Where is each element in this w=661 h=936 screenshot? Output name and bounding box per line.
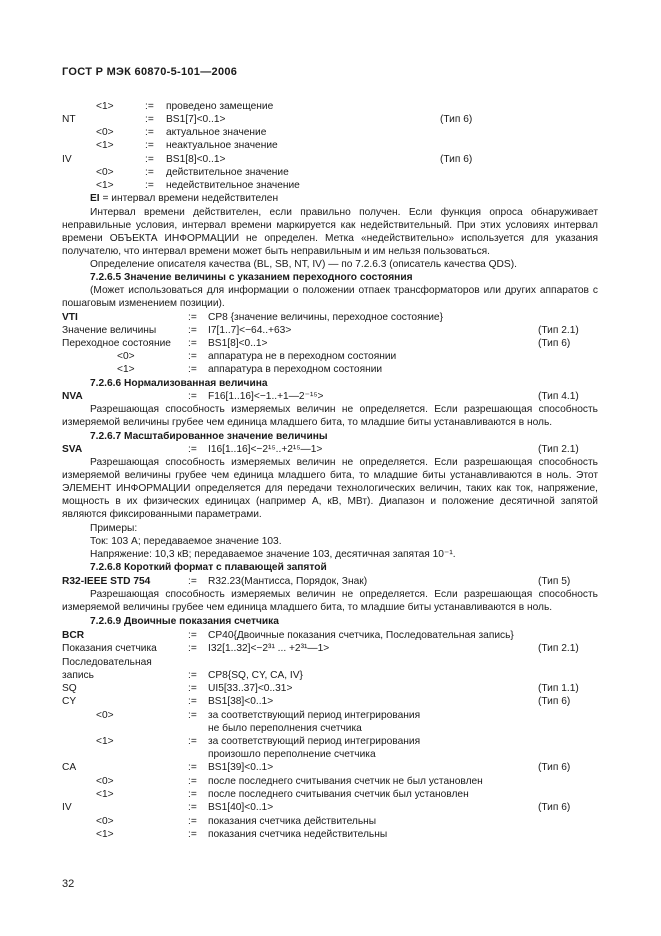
- counter-definition: [0, 642, 661, 656]
- iv-definition: [0, 153, 661, 167]
- type-label: (Тип 6): [440, 114, 473, 125]
- value-text: показания счетчика действительны: [208, 816, 377, 827]
- code: <1>: [96, 789, 114, 800]
- ca-definition: [0, 761, 661, 775]
- element-name: VTI: [62, 312, 78, 323]
- element-name: SVA: [62, 444, 83, 455]
- assign: :=: [188, 670, 197, 681]
- type-label: (Тип 2.1): [538, 444, 579, 455]
- section-7268-title: [0, 561, 661, 575]
- nt-definition: [0, 113, 661, 127]
- sva-definition: [0, 443, 661, 457]
- assign: :=: [145, 101, 154, 112]
- assign: :=: [145, 167, 154, 178]
- paragraph-text: Разрешающая способность измеряемых величин не определяется. Если разрешающая способность измеряемой величины грубее чем единица младшего бита, то младшие биты устанавливаются в ноль.: [62, 589, 598, 614]
- assign: :=: [188, 829, 197, 840]
- section-title: 7.2.6.9 Двоичные показания счетчика: [90, 616, 279, 627]
- sq-definition: [0, 682, 661, 696]
- element-name: Показания счетчика: [62, 643, 157, 654]
- assign: :=: [188, 776, 197, 787]
- nt-row-3: [0, 139, 661, 153]
- element-name: SQ: [62, 683, 77, 694]
- cy-row-1b: [0, 748, 661, 762]
- element-def: BS1[7]<0..1>: [166, 114, 226, 125]
- ei-line: [0, 192, 661, 206]
- examples-heading: Примеры:: [90, 523, 138, 534]
- iv2-row-1: [0, 828, 661, 842]
- code: <1>: [117, 364, 135, 375]
- element-name: запись: [62, 670, 94, 681]
- section-7265-paragraph: [62, 284, 598, 310]
- iv-row-1: [0, 166, 661, 180]
- nt-row-1: [0, 100, 661, 114]
- element-name: CY: [62, 696, 77, 707]
- section-title: 7.2.6.8 Короткий формат с плавающей запятой: [90, 562, 327, 573]
- value-text: за соответствующий период интегрирования: [208, 736, 421, 747]
- value-text: показания счетчика недействительны: [208, 829, 388, 840]
- assign: :=: [145, 154, 154, 165]
- element-def: CP8{SQ, CY, CA, IV}: [208, 670, 303, 681]
- assign: :=: [188, 710, 197, 721]
- example-1: [0, 535, 661, 549]
- transient-row-2: [0, 363, 661, 377]
- assign: :=: [188, 325, 197, 336]
- code: <0>: [96, 710, 114, 721]
- type-label: (Тип 6): [538, 338, 571, 349]
- element-name: IV: [62, 802, 72, 813]
- seq-definition: [0, 669, 661, 683]
- iv-row-2: [0, 179, 661, 193]
- value-text: недействительное значение: [166, 180, 300, 191]
- paragraph-text: Разрешающая способность измеряемых величин не определяется. Если разрешающая способность измеряемой величины грубее чем единица младшего бита, то младшие биты устанавливаются в ноль.: [62, 404, 598, 429]
- type-label: (Тип 6): [440, 154, 473, 165]
- code: <0>: [117, 351, 135, 362]
- element-def: BS1[8]<0..1>: [166, 154, 226, 165]
- assign: :=: [188, 683, 197, 694]
- value-text: аппаратура в переходном состоянии: [208, 364, 383, 375]
- assign: :=: [188, 762, 197, 773]
- bcr-definition: [0, 629, 661, 643]
- assign: :=: [188, 816, 197, 827]
- element-def: F16[1..16]<−1..+1—2⁻¹⁵>: [208, 391, 324, 402]
- section-7267-title: [0, 430, 661, 444]
- assign: :=: [188, 351, 197, 362]
- element-name: Переходное состояние: [62, 338, 171, 349]
- value-text: за соответствующий период интегрирования: [208, 710, 421, 721]
- element-def: BS1[40]<0..1>: [208, 802, 274, 813]
- code: <1>: [96, 140, 114, 151]
- ei-label: EI: [90, 193, 100, 204]
- cy-row-1a: [0, 735, 661, 749]
- section-7266-title: [0, 377, 661, 391]
- type-label: (Тип 6): [538, 762, 571, 773]
- ca-row-0: [0, 775, 661, 789]
- section-7269-title: [0, 615, 661, 629]
- r32-definition: [0, 575, 661, 589]
- type-label: (Тип 6): [538, 802, 571, 813]
- element-def: BS1[39]<0..1>: [208, 762, 274, 773]
- value-text: после последнего считывания счетчик был установлен: [208, 789, 469, 800]
- value-text: произошло переполнение счетчика: [208, 749, 376, 760]
- section-title: 7.2.6.5 Значение величины с указанием переходного состояния: [90, 272, 413, 283]
- transient-definition: [0, 337, 661, 351]
- cy-row-0b: [0, 722, 661, 736]
- code: <0>: [96, 127, 114, 138]
- assign: :=: [145, 140, 154, 151]
- example-text: Ток: 103 А; передаваемое значение 103.: [90, 536, 282, 547]
- section-7267-paragraph: [62, 456, 598, 521]
- element-def: UI5[33..37]<0..31>: [208, 683, 293, 694]
- assign: :=: [188, 444, 197, 455]
- element-def: I32[1..32]<−2³¹ ... +2³¹—1>: [208, 643, 330, 654]
- value-text: актуальное значение: [166, 127, 267, 138]
- paragraph-text: Интервал времени действителен, если правильно получен. Если функция опроса обнаруживает неправильные условия, интервал времени маркируется как недействительный. При этих условиях интервал времени ОБЪЕКТА ИНФОРМАЦИИ не определен. Метка «недействительно» используется для указания получателю, что интервал времени может быть неправильным и им нельзя пользоваться.: [62, 207, 598, 258]
- assign: :=: [188, 696, 197, 707]
- iv2-row-0: [0, 815, 661, 829]
- paragraph-text: Определение описателя качества (BL, SB, NT, IV) — по 7.2.6.3 (описатель качества QDS).: [90, 259, 517, 271]
- type-label: (Тип 5): [538, 576, 571, 587]
- assign: :=: [188, 736, 197, 747]
- value-text: аппаратура не в переходном состоянии: [208, 351, 397, 362]
- paragraph-text: (Может использоваться для информации о положении отпаек трансформаторов или других аппаратов с пошаговым изменением позиции).: [62, 285, 598, 310]
- assign: :=: [145, 127, 154, 138]
- transient-row-1: [0, 350, 661, 364]
- assign: :=: [188, 643, 197, 654]
- value-text: действительное значение: [166, 167, 289, 178]
- element-def: BS1[8]<0..1>: [208, 338, 268, 349]
- ei-paragraph: [62, 206, 598, 271]
- element-name: NT: [62, 114, 76, 125]
- value-definition: [0, 324, 661, 338]
- element-def: BS1[38]<0..1>: [208, 696, 274, 707]
- assign: :=: [188, 630, 197, 641]
- assign: :=: [188, 364, 197, 375]
- example-text: Напряжение: 10,3 кВ; передаваемое значение 103, десятичная запятая 10⁻¹.: [90, 549, 456, 560]
- element-def: CP40{Двоичные показания счетчика, Последовательная запись}: [208, 630, 514, 641]
- value-text: не было переполнения счетчика: [208, 723, 362, 734]
- code: <0>: [96, 167, 114, 178]
- page-number: 32: [62, 878, 75, 890]
- element-def: CP8 {значение величины, переходное состояние}: [208, 312, 443, 323]
- assign: :=: [188, 391, 197, 402]
- section-title: 7.2.6.6 Нормализованная величина: [90, 378, 268, 389]
- section-7265-title: [0, 271, 661, 285]
- nva-definition: [0, 390, 661, 404]
- assign: :=: [188, 789, 197, 800]
- ei-label-text: = интервал времени недействителен: [99, 193, 279, 204]
- element-name: R32-IEEE STD 754: [62, 576, 151, 587]
- type-label: (Тип 4.1): [538, 391, 579, 402]
- section-7268-paragraph: [62, 588, 598, 614]
- element-name: NVA: [62, 391, 83, 402]
- cy-row-0a: [0, 709, 661, 723]
- examples-label: [0, 522, 661, 536]
- element-name: IV: [62, 154, 72, 165]
- section-title: 7.2.6.7 Масштабированное значение величины: [90, 431, 328, 442]
- type-label: (Тип 6): [538, 696, 571, 707]
- example-2: [0, 548, 661, 562]
- value-text: неактуальное значение: [166, 140, 278, 151]
- code: <1>: [96, 829, 114, 840]
- assign: :=: [145, 114, 154, 125]
- element-name: CA: [62, 762, 77, 773]
- nt-row-2: [0, 126, 661, 140]
- code: <1>: [96, 736, 114, 747]
- iv2-definition: [0, 801, 661, 815]
- seq-label-line-1: [0, 656, 661, 670]
- code: <0>: [96, 816, 114, 827]
- ca-row-1: [0, 788, 661, 802]
- element-def: I7[1..7]<−64..+63>: [208, 325, 292, 336]
- type-label: (Тип 1.1): [538, 683, 579, 694]
- paragraph-text: Разрешающая способность измеряемых величин не определяется. Если разрешающая способность измеряемой величины грубее чем единица младшего бита, то младшие биты устанавливаются в ноль. Этот ЭЛЕМЕНТ ИНФОРМАЦИИ определяется для передачи технологических величин, таких как ток, напряжение, мощность в их физических единицах (например А, кВ, МВт). Диапазон и положение десятичной запятой являются фиксированными параметрами.: [62, 457, 598, 521]
- assign: :=: [188, 576, 197, 587]
- value-text: проведено замещение: [166, 101, 274, 112]
- assign: :=: [188, 338, 197, 349]
- type-label: (Тип 2.1): [538, 325, 579, 336]
- vti-definition: [0, 311, 661, 325]
- code: <0>: [96, 776, 114, 787]
- value-text: после последнего считывания счетчик не был установлен: [208, 776, 483, 787]
- assign: :=: [145, 180, 154, 191]
- element-name: Последовательная: [62, 657, 152, 668]
- page-header: ГОСТ Р МЭК 60870-5-101—2006: [62, 66, 238, 78]
- code: <1>: [96, 180, 114, 191]
- assign: :=: [188, 312, 197, 323]
- element-name: Значение величины: [62, 325, 157, 336]
- element-def: R32.23(Мантисса, Порядок, Знак): [208, 576, 368, 587]
- element-name: BCR: [62, 630, 85, 641]
- code: <1>: [96, 101, 114, 112]
- assign: :=: [188, 802, 197, 813]
- cy-definition: [0, 695, 661, 709]
- type-label: (Тип 2.1): [538, 643, 579, 654]
- section-7266-paragraph: [62, 403, 598, 429]
- element-def: I16[1..16]<−2¹⁵..+2¹⁵—1>: [208, 444, 323, 455]
